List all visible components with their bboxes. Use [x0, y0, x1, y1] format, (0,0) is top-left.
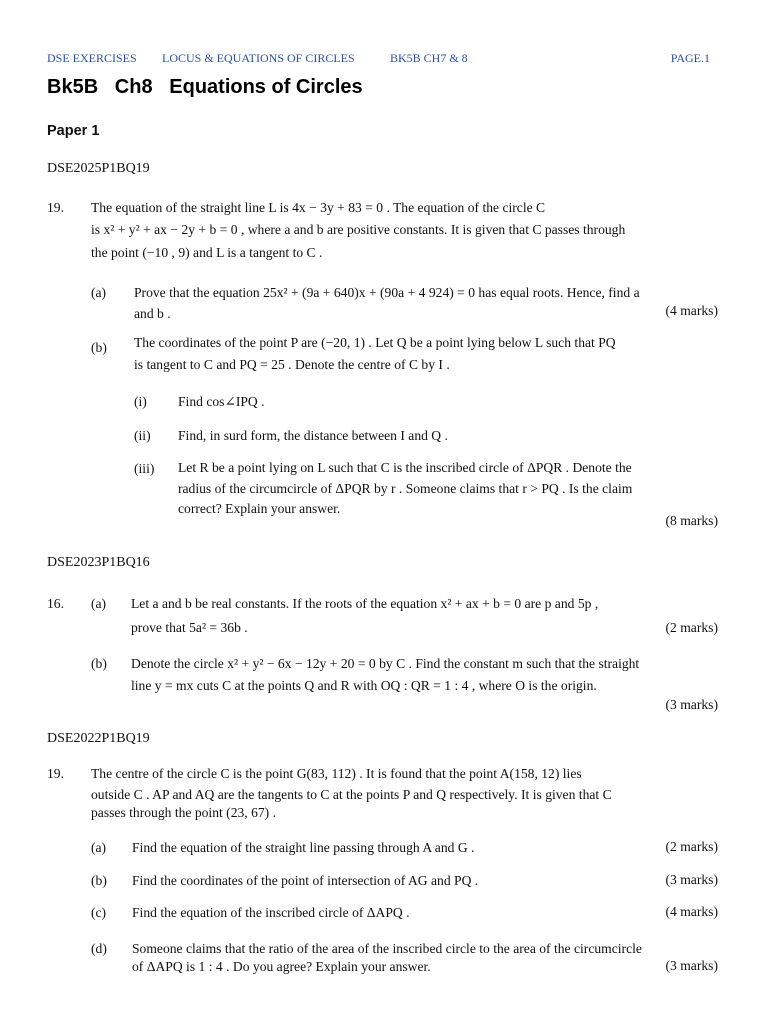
- part-text-line: Prove that the equation 25x² + (9a + 640)x + (90a + 4 924) = 0 has equal roots. Hence, find a: [134, 285, 640, 300]
- part-text-line: and b .: [134, 306, 171, 321]
- header-topic: LOCUS & EQUATIONS OF CIRCLES: [162, 51, 355, 65]
- part-text-line: Denote the circle x² + y² − 6x − 12y + 20 = 0 by C . Find the constant m such that the straight: [131, 656, 640, 671]
- marks-label: (3 marks): [665, 872, 718, 887]
- header-page-number: PAGE.1: [670, 51, 710, 65]
- question-number: 16.: [47, 596, 64, 611]
- part-label: (c): [91, 905, 107, 920]
- part-text: Find the equation of the inscribed circle of ΔAPQ .: [132, 905, 410, 920]
- question-stem-line: passes through the point (23, 67) .: [91, 805, 277, 820]
- part-text-line: of ΔAPQ is 1 : 4 . Do you agree? Explain your answer.: [132, 959, 431, 974]
- subpart-text-line: Let R be a point lying on L such that C is the inscribed circle of ΔPQR . Denote the: [178, 460, 632, 475]
- marks-label: (2 marks): [665, 620, 718, 635]
- header-dse-exercises: DSE EXERCISES: [47, 51, 137, 65]
- paper-heading: Paper 1: [47, 123, 100, 139]
- question-stem-line: outside C . AP and AQ are the tangents to C at the points P and Q respectively. It is given that C: [91, 787, 612, 802]
- page-header: [47, 51, 710, 67]
- question-number: 19.: [47, 200, 64, 215]
- marks-label: (3 marks): [665, 958, 718, 973]
- question-number: 19.: [47, 766, 64, 781]
- part-text-line: prove that 5a² = 36b .: [131, 620, 248, 635]
- subpart-text: Find cos∠IPQ .: [178, 394, 265, 409]
- question-stem-line: The centre of the circle C is the point G(83, 112) . It is found that the point A(158, 12) lies: [91, 766, 582, 781]
- subpart-label: (ii): [134, 428, 151, 443]
- subpart-text-line: correct? Explain your answer.: [178, 501, 341, 516]
- part-text-line: line y = mx cuts C at the points Q and R with OQ : QR = 1 : 4 , where O is the origin.: [131, 678, 597, 693]
- question-stem-line: is x² + y² + ax − 2y + b = 0 , where a and b are positive constants. It is given that C passes through: [91, 222, 626, 237]
- part-label: (a): [91, 596, 107, 611]
- subpart-text-line: radius of the circumcircle of ΔPQR by r . Someone claims that r > PQ . Is the claim: [178, 481, 633, 496]
- marks-label: (4 marks): [665, 904, 718, 919]
- part-label: (d): [91, 941, 107, 956]
- part-text-line: The coordinates of the point P are (−20, 1) . Let Q be a point lying below L such that PQ: [134, 335, 616, 350]
- part-text-line: Let a and b be real constants. If the roots of the equation x² + ax + b = 0 are p and 5p ,: [131, 596, 599, 611]
- question-stem-line: the point (−10 , 9) and L is a tangent to C .: [91, 245, 323, 260]
- marks-label: (3 marks): [665, 697, 718, 712]
- part-label: (a): [91, 840, 107, 855]
- question-stem-line: The equation of the straight line L is 4x − 3y + 83 = 0 . The equation of the circle C: [91, 200, 546, 215]
- marks-label: (2 marks): [665, 839, 718, 854]
- part-text-line: Someone claims that the ratio of the area of the inscribed circle to the area of the circumcircle: [132, 941, 642, 956]
- part-label: (b): [91, 873, 107, 888]
- question-code-2023: DSE2023P1BQ16: [47, 555, 150, 570]
- question-code-2022: DSE2022P1BQ19: [47, 731, 150, 746]
- marks-label: (8 marks): [665, 513, 718, 528]
- part-text: Find the coordinates of the point of intersection of AG and PQ .: [132, 873, 479, 888]
- header-chapter: BK5B CH7 & 8: [390, 51, 468, 65]
- subpart-label: (i): [134, 394, 147, 409]
- marks-label: (4 marks): [665, 303, 718, 318]
- page-title: Bk5B Ch8 Equations of Circles: [47, 76, 363, 98]
- part-label: (a): [91, 285, 107, 300]
- part-label: (b): [91, 656, 107, 671]
- subpart-text: Find, in surd form, the distance between I and Q .: [178, 428, 448, 443]
- part-text: Find the equation of the straight line passing through A and G .: [132, 840, 475, 855]
- subpart-label: (iii): [134, 461, 155, 476]
- question-code-2025: DSE2025P1BQ19: [47, 161, 150, 176]
- part-label: (b): [91, 340, 107, 355]
- part-text-line: is tangent to C and PQ = 25 . Denote the centre of C by I .: [134, 357, 450, 372]
